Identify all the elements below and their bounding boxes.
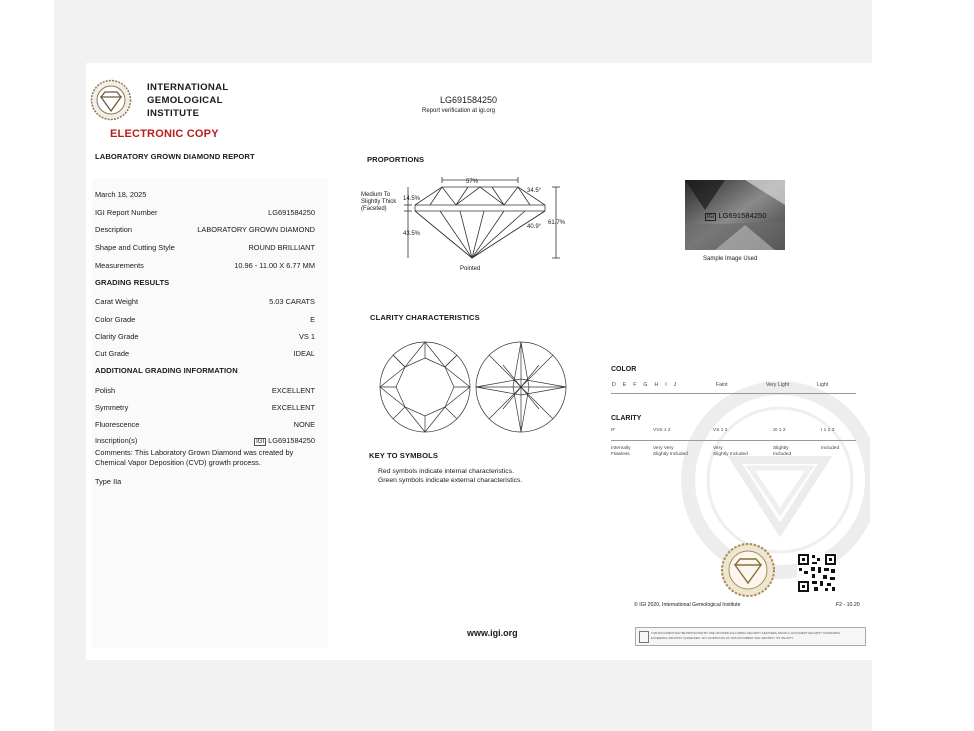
crown-angle: 34.5° (527, 188, 542, 194)
color-grade: E (622, 382, 627, 388)
additional-label: Fluorescence (95, 420, 140, 429)
clarity-desc-vvs (653, 446, 688, 458)
grading-label: Carat Weight (95, 297, 138, 306)
org-name-line-1: INTERNATIONAL (147, 82, 229, 93)
form-code: F2 - 10.20 (836, 602, 860, 608)
clarity-desc-line: Slightly Included (653, 452, 688, 457)
clarity-grade-i: I 1 2 3 (821, 428, 835, 433)
clarity-desc-si (773, 446, 791, 458)
additional-value: EXCELLENT (271, 403, 315, 412)
website-link[interactable]: www.igi.org (467, 628, 518, 638)
clarity-desc-i (821, 446, 839, 452)
key-to-symbols-title: KEY TO SYMBOLS (369, 451, 439, 460)
grading-value: IDEAL (293, 349, 315, 358)
comments-text: Comments: This Laboratory Grown Diamond was created by Chemical Vapor Deposition (CVD) growth process. (95, 448, 294, 467)
girdle-label-3: (Faceted) (361, 206, 387, 212)
diamond-type: Type IIa (95, 477, 122, 486)
sample-inscription-text: LG691584250 (718, 211, 767, 220)
grading-value: 5.03 CARATS (269, 297, 315, 306)
copyright-text: © IGI 2020, International Gemological Institute (634, 602, 741, 608)
clarity-desc-line: Included (773, 452, 792, 457)
girdle-label-1: Medium To (361, 192, 391, 198)
grading-value: VS 1 (298, 332, 315, 341)
clarity-grade-vs: VS 1 2 (713, 428, 728, 433)
color-very-light: Very Light (766, 382, 790, 388)
igi-gold-seal-icon (720, 542, 776, 598)
grading-results-title: GRADING RESULTS (95, 278, 170, 287)
security-disclaimer-box (635, 627, 866, 646)
clarity-desc-line: Internally (611, 446, 631, 451)
proportions-title: PROPORTIONS (367, 155, 425, 164)
color-grade: I (665, 382, 667, 388)
clarity-scale-title: CLARITY (611, 415, 642, 422)
report-date: March 18, 2025 (95, 190, 147, 199)
verification-text: Report verification at igi.org (422, 108, 496, 114)
org-name-line-2: GEMOLOGICAL (147, 95, 223, 106)
detail-label: Measurements (95, 261, 144, 270)
color-grade: F (633, 382, 637, 388)
disclaimer-line-1: THIS DOCUMENT MAY BE PROTECTED BY ONE OR MORE FOLLOWING SECURITY FEATURES, DETAILS, DOCUMENT SECURITY STANDARDS (651, 631, 841, 635)
additional-value: EXCELLENT (271, 386, 315, 395)
detail-value: LABORATORY GROWN DIAMOND (197, 225, 315, 234)
clarity-plot-diagrams (378, 340, 570, 434)
color-scale-title: COLOR (611, 366, 637, 373)
security-disclaimer-text (651, 631, 840, 640)
pavilion-depth: 43.5% (403, 231, 421, 237)
detail-label: Shape and Cutting Style (95, 243, 175, 252)
inscription-text: LG691584250 (268, 436, 315, 445)
clarity-characteristics-title: CLARITY CHARACTERISTICS (370, 313, 480, 322)
qr-code-icon (797, 553, 837, 593)
clarity-desc-vs (713, 446, 748, 458)
sample-image-caption: Sample Image Used (703, 256, 758, 262)
girdle-label-2: Slightly Thick (361, 199, 397, 205)
clarity-desc-if (611, 446, 630, 458)
clarity-scale-line (611, 440, 856, 441)
color-faint: Faint (716, 382, 728, 388)
crown-height: 14.5% (403, 196, 421, 202)
additional-value: NONE (293, 420, 315, 429)
clarity-desc-line: Slightly (773, 446, 789, 451)
detail-value: ROUND BRILLIANT (248, 243, 315, 252)
detail-value: 10.96 - 11.00 X 6.77 MM (234, 261, 315, 270)
igi-logo-icon (90, 79, 132, 121)
document-icon (639, 631, 649, 643)
additional-label: Symmetry (95, 403, 129, 412)
color-grade: D (612, 382, 616, 388)
color-scale-line (611, 393, 856, 394)
clarity-desc-line: Included (821, 446, 840, 451)
grading-value: E (310, 315, 315, 324)
clarity-desc-line: Very Very (653, 446, 674, 451)
clarity-grade-vvs: VVS 1 2 (653, 428, 671, 433)
culet-label: Pointed (460, 266, 481, 272)
color-grade: H (654, 382, 659, 388)
additional-value (254, 436, 315, 445)
report-title: LABORATORY GROWN DIAMOND REPORT (95, 152, 255, 161)
total-depth: 61.7% (548, 220, 566, 226)
grading-label: Color Grade (95, 315, 136, 324)
grading-label: Clarity Grade (95, 332, 139, 341)
clarity-desc-line: Very (713, 446, 723, 451)
detail-label: Description (95, 225, 132, 234)
clarity-grade-si: SI 1 2 (773, 428, 786, 433)
key-internal-text: Red symbols indicate internal characteristics. (378, 468, 514, 475)
color-light: Light (817, 382, 829, 388)
color-grade: J (673, 382, 677, 388)
additional-label: Polish (95, 386, 116, 395)
electronic-copy-label: ELECTRONIC COPY (110, 128, 219, 140)
clarity-desc-line: Flawless (611, 452, 630, 457)
igi-inscription-logo: IGI (707, 214, 715, 220)
org-name-line-3: INSTITUTE (147, 108, 200, 119)
detail-label: IGI Report Number (95, 208, 158, 217)
disclaimer-line-2: EXCEEDING INDUSTRY GUIDELINES. ANY ALTERATION OF THIS DOCUMENT WILL DESTROY ITS VALIDITY. (651, 635, 794, 640)
table-percentage: 57% (466, 179, 479, 185)
girdle-description (361, 192, 396, 213)
sample-inscription (705, 211, 766, 220)
clarity-grade-if: IF (611, 428, 616, 433)
color-grade: G (643, 382, 648, 388)
detail-value: LG691584250 (268, 208, 315, 217)
clarity-desc-line: Slightly Included (713, 452, 748, 457)
key-external-text: Green symbols indicate external characteristics. (378, 477, 523, 484)
report-number-header: LG691584250 (440, 95, 498, 105)
additional-grading-title: ADDITIONAL GRADING INFORMATION (95, 366, 238, 375)
pavilion-angle: 40.9° (527, 224, 542, 230)
grading-label: Cut Grade (95, 349, 130, 358)
igi-inscription-logo: IGI (256, 439, 265, 445)
color-grades (612, 382, 676, 388)
additional-label: Inscription(s) (95, 436, 138, 445)
